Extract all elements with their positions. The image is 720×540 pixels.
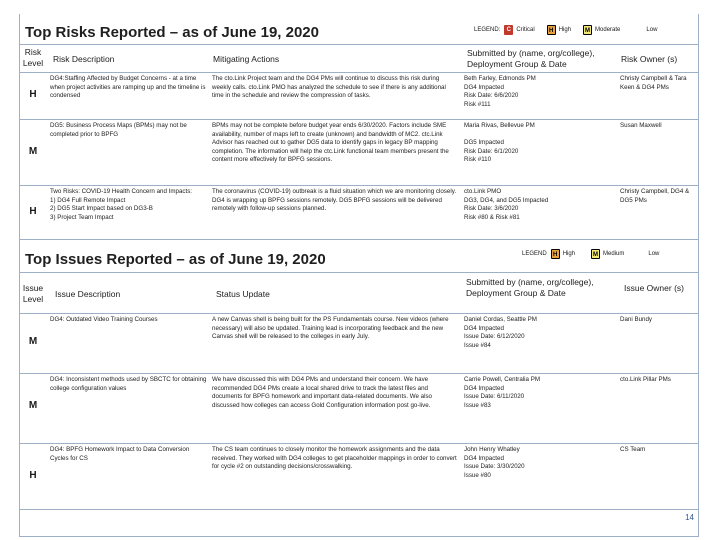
issue-row bbox=[20, 314, 698, 374]
legend-medium-text: Medium bbox=[603, 251, 625, 257]
risk-row bbox=[20, 73, 698, 120]
issues-table-header bbox=[20, 272, 698, 314]
issue-owner: Dani Bundy bbox=[620, 316, 652, 323]
legend-medium-swatch: M bbox=[591, 249, 600, 259]
risk-level-badge: H bbox=[20, 89, 46, 100]
risks-title: Top Risks Reported – as of June 19, 2020 bbox=[25, 24, 319, 41]
risk-mitigating-actions: The cto.Link Project team and the DG4 PMs will continue to discuss this risk during weekly calls. cto.Link PMO has analyzed the schedule to see if there is any additional time in the schedule and review the compression of tasks. bbox=[212, 75, 446, 100]
issue-level-badge: M bbox=[20, 336, 46, 347]
header-risk-level: Risk Level bbox=[22, 47, 44, 68]
risks-legend bbox=[474, 25, 669, 35]
issues-legend bbox=[522, 249, 671, 259]
issue-level-cell bbox=[20, 314, 46, 373]
issues-table bbox=[20, 272, 698, 510]
issue-row bbox=[20, 374, 698, 444]
legend-high-text: High bbox=[562, 251, 576, 257]
legend-moderate-text: Moderate bbox=[595, 27, 621, 33]
issue-level-cell bbox=[20, 374, 46, 443]
risks-title-bar bbox=[20, 14, 698, 44]
risk-level-badge: H bbox=[20, 206, 46, 217]
issue-level-badge: H bbox=[20, 470, 46, 481]
legend-high-text: High bbox=[558, 27, 572, 33]
header-issue-level: Issue Level bbox=[22, 283, 44, 304]
header-issue-owner: Issue Owner (s) bbox=[624, 283, 684, 293]
risk-level-cell bbox=[20, 120, 46, 185]
header-submitted-by: Submitted by (name, org/college), Deployment Group & Date bbox=[466, 277, 594, 298]
issue-row bbox=[20, 444, 698, 510]
issues-legend-label: LEGEND bbox=[522, 251, 547, 257]
header-status-update: Status Update bbox=[216, 289, 270, 299]
issue-submitted-by: Carrie Powell, Centralia PM DG4 Impacted Issue Date: 6/11/2020 Issue #83 bbox=[464, 376, 540, 409]
risk-submitted-by: Beth Farley, Edmonds PM DG4 Impacted Risk Date: 6/6/2020 Risk #111 bbox=[464, 75, 536, 108]
issue-level-badge: M bbox=[20, 400, 46, 411]
issue-submitted-by: John Henry Whatley DG4 Impacted Issue Date: 3/30/2020 Issue #80 bbox=[464, 446, 525, 479]
risk-level-badge: M bbox=[20, 146, 46, 157]
issue-status-update: A new Canvas shell is being built for the PS Fundamentals course. New videos (where necessary) will also be updated. Training lead is incorporating feedback and the new Canvas shell will be released to the colleges in early July. bbox=[212, 316, 449, 341]
legend-critical-swatch: C bbox=[504, 25, 513, 35]
issue-description: DG4: BPFG Homework Impact to Data Conversion Cycles for CS bbox=[50, 446, 190, 462]
header-risk-owner: Risk Owner (s) bbox=[621, 54, 678, 64]
issue-description: DG4: Outdated Video Training Courses bbox=[50, 316, 158, 323]
risk-submitted-by: cto.Link PMO DG3, DG4, and DG5 Impacted Risk Date: 3/6/2020 Risk #80 & Risk #81 bbox=[464, 188, 549, 221]
header-risk-description: Risk Description bbox=[53, 54, 115, 64]
issue-submitted-by: Daniel Cordas, Seattle PM DG4 Impacted Issue Date: 6/12/2020 Issue #84 bbox=[464, 316, 537, 349]
issue-owner: cto.Link Pillar PMs bbox=[620, 376, 671, 383]
issue-description: DG4: Inconsistent methods used by SBCTC for obtaining college configuration values bbox=[50, 376, 207, 392]
issues-title-bar bbox=[20, 242, 698, 272]
risk-row bbox=[20, 120, 698, 186]
risk-level-cell bbox=[20, 73, 46, 119]
risk-mitigating-actions: BPMs may not be complete before budget year ends 6/30/2020. Factors include SME availability, number of maps left to create (unknown) and bandwidth of MC2. ctc.Link Advisor has reached out to gather DG5 data to identify gaps in legacy BP mapping completion. The information will help the ctc.Link functional team members present the content more effectively for BPFG sessions. bbox=[212, 122, 449, 164]
header-submitted-by: Submitted by (name, org/college), Deployment Group & Date bbox=[467, 48, 595, 69]
risks-legend-label: LEGEND: bbox=[474, 27, 501, 33]
legend-critical-text: Critical bbox=[516, 27, 535, 33]
risk-owner: Susan Maxwell bbox=[620, 122, 662, 129]
legend-high-swatch: H bbox=[547, 25, 556, 35]
issue-status-update: We have discussed this with DG4 PMs and understand their concern. We have recommended DG4 PMs create a local shared drive to track the latest files and documents for BPFG homework and important data-related documents. We also discussed how colleges can access Gold Configuration information post go-live. bbox=[212, 376, 432, 409]
issue-owner: CS Team bbox=[620, 446, 646, 453]
issues-title: Top Issues Reported – as of June 19, 2020 bbox=[25, 251, 326, 268]
legend-high-swatch: H bbox=[551, 249, 560, 259]
risk-description: DG5: Business Process Maps (BPMs) may not be completed prior to BPFG bbox=[50, 122, 187, 138]
legend-low-text: Low bbox=[648, 251, 660, 257]
risks-table-header bbox=[20, 44, 698, 73]
risk-owner: Christy Campbell & Tara Keen & DG4 PMs bbox=[620, 75, 687, 91]
risk-mitigating-actions: The coronavirus (COVID-19) outbreak is a fluid situation which we are monitoring closely. DG4 is wrapping up BPFG sessions remotely. DG5 BPFG sessions will be delivered remotely with follow-up sessions planned. bbox=[212, 188, 457, 213]
risk-description: DG4:Staffing Affected by Budget Concerns - at a time when project activities are ramping up and the timeline is condensed bbox=[50, 75, 206, 100]
issue-level-cell bbox=[20, 444, 46, 509]
header-issue-description: Issue Description bbox=[55, 289, 121, 299]
risk-submitted-by: Maria Rivas, Bellevue PM DG5 Impacted Risk Date: 6/1/2020 Risk #110 bbox=[464, 122, 535, 164]
issue-status-update: The CS team continues to closely monitor the homework assignments and the data received. They worked with DG4 colleges to get placeholder mappings in order to convert for cycle #2 on outstanding decisions/crosswalking. bbox=[212, 446, 457, 471]
risk-owner: Christy Campbell, DG4 & DG5 PMs bbox=[620, 188, 690, 204]
legend-moderate-swatch: M bbox=[583, 25, 592, 35]
risks-table bbox=[20, 44, 698, 240]
risk-row bbox=[20, 186, 698, 240]
risk-level-cell bbox=[20, 186, 46, 239]
legend-low-text: Low bbox=[646, 27, 658, 33]
page-number: 14 bbox=[685, 513, 694, 522]
header-mitigating-actions: Mitigating Actions bbox=[213, 54, 280, 64]
risk-description: Two Risks: COVID-19 Health Concern and Impacts: 1) DG4 Full Remote Impact 2) DG5 Start Impact based on DG3-B 3) Project Team Impact bbox=[50, 188, 193, 221]
